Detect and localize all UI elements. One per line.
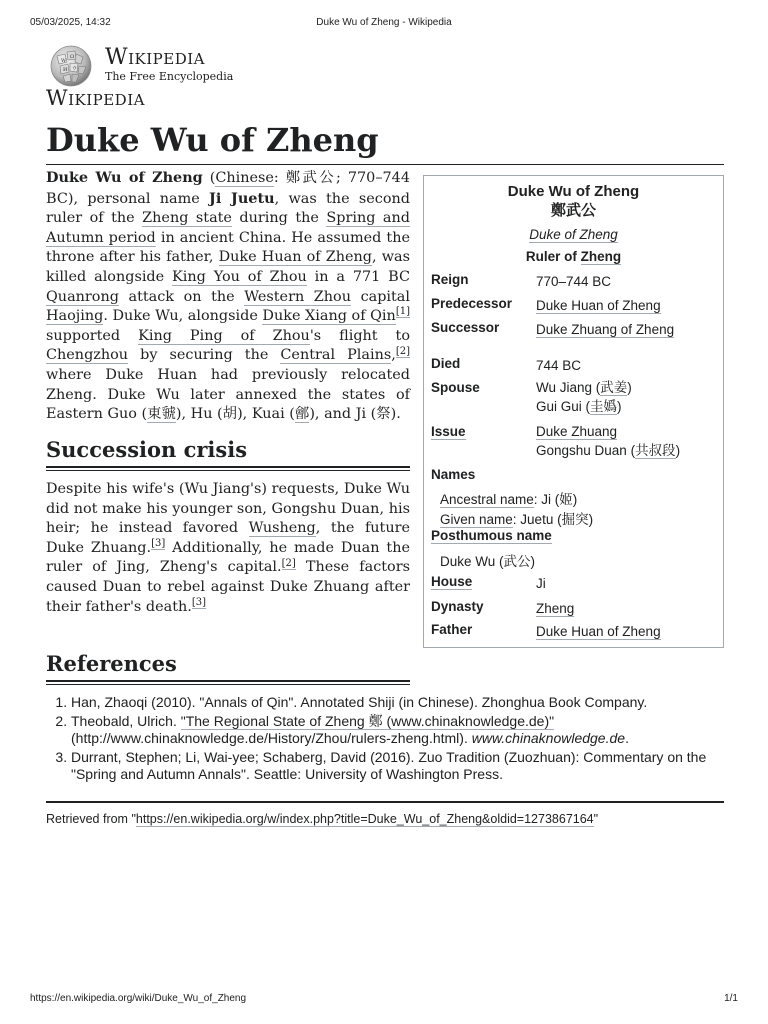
lead-text: ( [202, 170, 216, 186]
infobox-title [424, 182, 723, 220]
given-name-value: : Juetu (掘突) [512, 512, 594, 527]
lead-text: attack on the [118, 288, 245, 305]
succession-text: Despite his wife's (Wu Jiang's) requests, Duke Wu did not make his younger son, Gongshu Duan, his heir; he instead favored [46, 481, 410, 537]
infobox-value-predecessor [536, 296, 661, 315]
link-duke-zhuang[interactable]: Duke Zhuang [536, 424, 618, 439]
succession-text: These factors caused Duan to rebel against Duke Zhuang after their father's death. [46, 559, 410, 615]
link-king-ping[interactable]: King Ping of Zhou [138, 327, 310, 344]
link-zheng-state[interactable]: Zheng state [142, 210, 232, 227]
section-heading-references: References [46, 651, 177, 676]
lead-text: by securing the [128, 347, 281, 364]
link-dongguo[interactable]: 東虢 [147, 406, 176, 423]
ancestral-name-value: : Ji (姬) [533, 492, 578, 507]
print-header [30, 17, 738, 31]
infobox-value-successor [536, 320, 674, 339]
footer-divider [46, 801, 724, 803]
link-predecessor[interactable]: Duke Huan of Zheng [536, 298, 661, 313]
lead-subject: Duke Wu of Zheng [46, 169, 203, 186]
print-footer [30, 993, 738, 1007]
spouse-entry [536, 378, 632, 397]
lead-text: during the [231, 210, 327, 227]
link-wusheng[interactable]: Wusheng [248, 520, 316, 537]
retrieved-from [46, 812, 724, 826]
reference-text: Han, Zhaoqi (2010). "Annals of Qin". Annotated Shiji (in Chinese). Zhonghua Book Company. [71, 694, 648, 710]
reference-text: Theobald, Ulrich. [71, 713, 181, 729]
link-ancestral-name[interactable]: Ancestral name [440, 492, 534, 507]
lead-text: , [391, 347, 396, 364]
issue-close: ) [675, 443, 681, 458]
infobox-label-dynasty: Dynasty [431, 599, 484, 614]
lead-text: . Duke Wu, alongside [103, 308, 263, 325]
succession-text: Additionally, he made Duan the ruler of Jing, Zheng's capital. [46, 539, 410, 576]
infobox-label-reign: Reign [431, 272, 469, 287]
reference-text: Durrant, Stephen; Li, Wai-yee; Schaberg, David (2016). Zuo Tradition (Zuozhuan): Commentary on the "Spring and Autumn Annals". Seattle: University of Washington Press. [71, 749, 707, 782]
link-issue[interactable]: Issue [431, 424, 466, 439]
infobox-label-spouse: Spouse [431, 380, 480, 395]
spouse-name: Wu Jiang ( [536, 380, 601, 395]
reference-item [71, 694, 724, 711]
print-title: Duke Wu of Zheng - Wikipedia [316, 17, 452, 28]
section-divider [46, 466, 410, 472]
section-divider [46, 680, 410, 686]
reference-text: (http://www.chinaknowledge.de/History/Zhou/rulers-zheng.html). [71, 730, 472, 746]
link-duke-huan[interactable]: Duke Huan of Zheng [218, 249, 372, 266]
citation [396, 346, 410, 358]
page-title: Duke Wu of Zheng [46, 118, 724, 165]
link-western-zhou[interactable]: Western Zhou [244, 288, 351, 305]
retrieved-text: Retrieved from " [46, 812, 136, 826]
logo-wordmark: Wikipedia [105, 45, 205, 70]
spouse-name: Gui Gui ( [536, 399, 591, 414]
lead-text: capital [351, 288, 410, 305]
link-king-you[interactable]: King You of Zhou [172, 268, 307, 285]
infobox-given-name [440, 508, 593, 528]
infobox-title-chinese: 鄭武公 [550, 202, 596, 219]
link-successor[interactable]: Duke Zhuang of Zheng [536, 322, 675, 337]
infobox-value-father [536, 622, 661, 641]
succession-text: , the future Duke Zhuang. [46, 520, 410, 556]
lead-text: in ancient China. He assumed the throne after his father, [46, 229, 410, 266]
issue-entry [536, 422, 680, 441]
link-chengzhou[interactable]: Chengzhou [46, 347, 129, 364]
infobox-value-spouse [536, 378, 632, 416]
issue-name: Gongshu Duan ( [536, 443, 636, 458]
succession-paragraph [46, 480, 410, 617]
infobox-value-died: 744 BC [536, 358, 582, 373]
infobox-subheader [424, 249, 723, 264]
citation-link-3[interactable]: [3] [151, 537, 166, 549]
lead-text: in a 771 BC [306, 268, 410, 285]
spouse-entry [536, 397, 632, 416]
infobox-ancestral-name [440, 488, 577, 508]
reference-text: . [625, 730, 629, 746]
wikipedia-logo[interactable] [45, 42, 245, 92]
reference-site: www.chinaknowledge.de [471, 730, 626, 746]
link-central-plains[interactable]: Central Plains [280, 347, 392, 364]
spouse-close: ) [617, 399, 622, 414]
lead-personal-name: Ji Juetu [209, 189, 275, 207]
lead-text: ), Hu (胡), Kuai ( [175, 406, 295, 423]
infobox-value-dynasty [536, 599, 574, 618]
infobox [423, 175, 724, 648]
section-heading-succession-crisis: Succession crisis [46, 437, 248, 462]
infobox-label-issue [431, 424, 466, 439]
logo-wordmark-secondary: Wikipedia [46, 86, 145, 110]
retrieved-text: " [593, 812, 599, 826]
lead-text: , was the second ruler of the [46, 190, 410, 227]
infobox-label-successor: Successor [431, 320, 500, 335]
citation-link-2[interactable]: [2] [281, 557, 296, 569]
spouse-close: ) [627, 380, 632, 395]
lead-text: ), and Ji (祭). [309, 406, 401, 423]
link-duke-xiang[interactable]: Duke Xiang of Qin [262, 308, 396, 325]
link-spring-autumn-period[interactable]: Spring and Autumn period [46, 210, 410, 246]
citation [282, 558, 296, 570]
infobox-value-reign: 770–744 BC [536, 274, 612, 289]
link-gongshu-duan[interactable]: 共叔段 [635, 443, 676, 458]
infobox-value-issue [536, 422, 680, 460]
lead-text: 's flight to [309, 327, 410, 344]
reference-link-chinaknowledge[interactable]: "The Regional State of Zheng 鄭 (www.chinaknowledge.de)" [180, 713, 555, 729]
infobox-value-posthumous: Duke Wu (武公) [440, 554, 536, 569]
citation [396, 306, 410, 318]
infobox-title-english: Duke Wu of Zheng [507, 183, 640, 200]
print-url: https://en.wikipedia.org/wiki/Duke_Wu_of_Zheng [30, 993, 247, 1004]
print-page-number: 1/1 [724, 993, 738, 1004]
logo-tagline: The Free Encyclopedia [105, 70, 234, 83]
infobox-caption [424, 227, 723, 242]
lead-paragraph [46, 168, 410, 425]
retrieved-link[interactable]: https://en.wikipedia.org/w/index.php?title=Duke_Wu_of_Zheng&oldid=1273867164 [135, 812, 594, 826]
reference-item [71, 749, 724, 783]
citation-link-3[interactable]: [3] [191, 596, 206, 608]
lead-text: , was killed alongside [46, 249, 410, 285]
citation-link-2[interactable]: [2] [395, 345, 410, 357]
lead-text: where Duke Huan had previously relocated Zheng. Duke Wu later annexed the states of Eastern Guo ( [46, 366, 410, 423]
link-wu-jiang[interactable]: 武姜 [600, 380, 628, 395]
lead-text: : 鄭武公; 770–744 BC), personal name [46, 170, 410, 207]
infobox-value-house: Ji [536, 576, 546, 591]
citation-link-1[interactable]: [1] [395, 306, 410, 318]
infobox-label-posthumous [431, 528, 552, 543]
citation [151, 538, 165, 550]
references-list [46, 694, 724, 785]
link-haojing[interactable]: Haojing [46, 308, 104, 325]
reference-item [71, 713, 724, 747]
svg-text:Ω: Ω [70, 54, 75, 60]
issue-entry [536, 441, 680, 460]
link-father[interactable]: Duke Huan of Zheng [536, 624, 661, 639]
link-zheng[interactable]: Zheng [580, 249, 622, 264]
infobox-label-house [431, 574, 472, 589]
svg-text:W: W [61, 58, 67, 64]
citation [192, 597, 206, 609]
link-duke-of-zheng[interactable]: Duke of Zheng [529, 227, 618, 242]
wikipedia-globe-icon [45, 42, 97, 88]
infobox-label-predecessor: Predecessor [431, 296, 513, 311]
svg-text:ウ: ウ [72, 66, 78, 72]
infobox-label-father: Father [431, 622, 473, 637]
link-house[interactable]: House [431, 574, 473, 589]
link-gui-gui[interactable]: 圭嬀 [590, 399, 618, 414]
svg-text:И: И [63, 67, 68, 73]
link-given-name[interactable]: Given name [440, 512, 513, 527]
print-datetime: 05/03/2025, 14:32 [30, 17, 111, 28]
infobox-label-names: Names [431, 467, 476, 482]
link-kuai[interactable]: 鄶 [294, 406, 310, 423]
link-chinese[interactable]: Chinese [215, 170, 274, 186]
link-quanrong[interactable]: Quanrong [46, 288, 119, 305]
infobox-subheader-ruler: Ruler of [525, 249, 581, 264]
infobox-label-died: Died [431, 356, 461, 371]
link-dynasty-zheng[interactable]: Zheng [536, 601, 575, 616]
link-posthumous-name[interactable]: Posthumous name [431, 528, 552, 543]
lead-text: supported [46, 327, 139, 344]
